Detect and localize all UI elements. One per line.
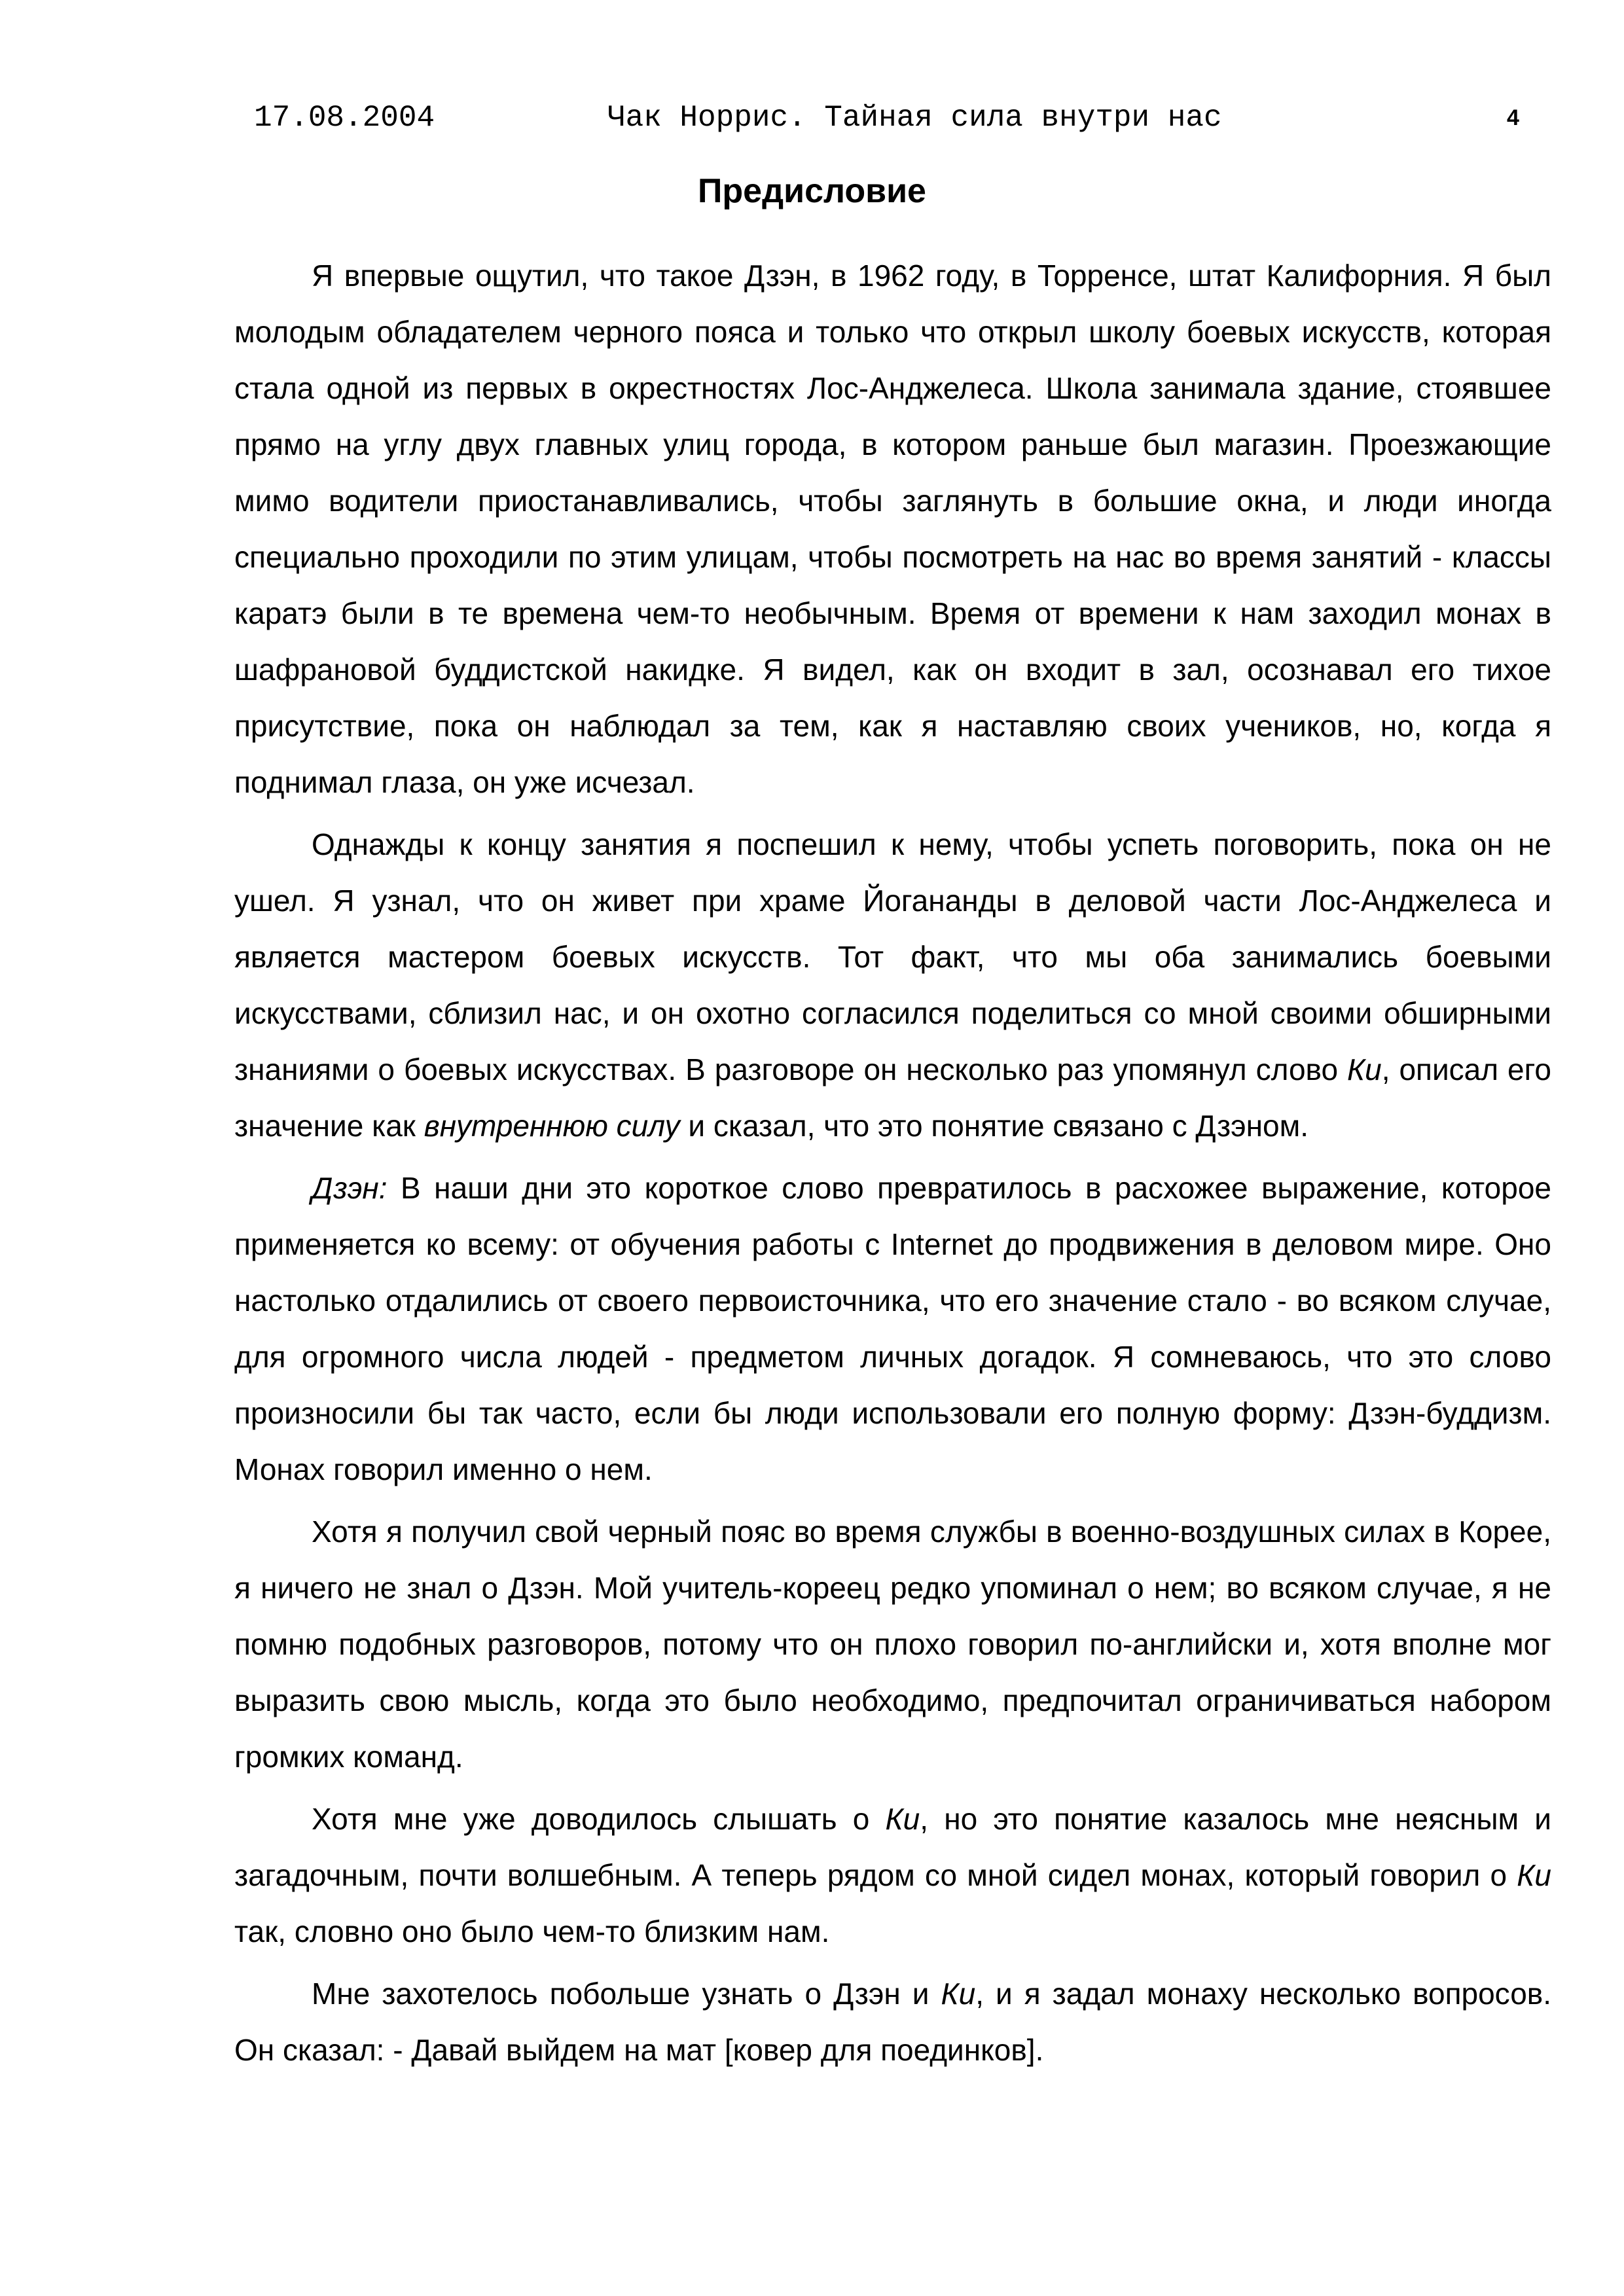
paragraph-text: так, словно оно было чем-то близким нам. xyxy=(234,1914,830,1948)
body-text xyxy=(234,247,1551,2084)
paragraph-text: , описал его значение как xyxy=(234,1052,1551,1143)
paragraph-4 xyxy=(234,1503,1551,1785)
paragraph-1 xyxy=(234,247,1551,810)
emphasis-zen: Дзэн: xyxy=(312,1171,388,1205)
chapter-title: Предисловие xyxy=(698,172,926,210)
emphasis-ki: Ки xyxy=(941,1977,976,2011)
paragraph-text: Хотя я получил свой черный пояс во время службы в военно-воздушных силах в Корее, я ничего не знал о Дзэн. Мой учитель-кореец редко упоминал о нем; во всяком случае, я не помню подобных разговоров, потому что он плохо говорил по-английски и, хотя вполне мог выразить свою мысль, когда это было необходимо, предпочитал ограничиваться набором громких команд. xyxy=(234,1515,1551,1774)
paragraph-text: Мне захотелось побольше узнать о Дзэн и xyxy=(312,1977,941,2011)
paragraph-text: и сказал, что это понятие связано с Дзэном. xyxy=(679,1109,1309,1143)
paragraph-text: Я впервые ощутил, что такое Дзэн, в 1962 году, в Торренсе, штат Калифорния. Я был молодым обладателем черного пояса и только что открыл школу боевых искусств, которая стала одной из первых в окрестностях Лос-Анджелеса. Школа занимала здание, стоявшее прямо на углу двух главных улиц города, в котором раньше был магазин. Проезжающие мимо водители приостанавливались, чтобы заглянуть в большие окна, и люди иногда специально проходили по этим улицам, чтобы посмотреть на нас во время занятий - классы каратэ были в те времена чем-то необычным. Время от времени к нам заходил монах в шафрановой буддистской накидке. Я видел, как он входит в зал, осознавал его тихое присутствие, пока он наблюдал за тем, как я наставляю своих учеников, но, когда я поднимал глаза, он уже исчезал. xyxy=(234,259,1551,799)
emphasis-ki: Ки xyxy=(885,1802,920,1836)
paragraph-text: , и я задал монаху несколько вопросов. Он сказал: - Давай выйдем на мат [ковер для поединков]. xyxy=(234,1977,1552,2067)
page-header xyxy=(0,98,1624,137)
page-number: 4 xyxy=(1507,105,1519,130)
header-date: 17.08.2004 xyxy=(254,101,435,135)
paragraph-text: Однажды к концу занятия я поспешил к нему, чтобы успеть поговорить, пока он не ушел. Я узнал, что он живет при храме Йогананды в деловой части Лос-Анджелеса и является мастером боевых искусств. Тот факт, что мы оба занимались боевыми искусствами, сблизил нас, и он охотно согласился поделиться со мной своими обширными знаниями о боевых искусствах. В разговоре он несколько раз упомянул слово xyxy=(234,827,1551,1086)
header-book-title: Чак Норрис. Тайная сила внутри нас xyxy=(607,101,1222,135)
emphasis-inner-force: внутреннюю силу xyxy=(424,1109,680,1143)
paragraph-2 xyxy=(234,816,1551,1154)
paragraph-text: , но это понятие казалось мне неясным и загадочным, почти волшебным. А теперь рядом со мной сидел монах, который говорил о xyxy=(234,1802,1551,1892)
paragraph-3 xyxy=(234,1160,1551,1498)
paragraph-6 xyxy=(234,1965,1551,2078)
paragraph-text: Хотя мне уже доводилось слышать о xyxy=(312,1802,886,1836)
emphasis-ki: Ки xyxy=(1347,1052,1382,1086)
emphasis-ki: Ки xyxy=(1517,1858,1551,1892)
paragraph-text: В наши дни это короткое слово превратилось в расхожее выражение, которое применяется ко всему: от обучения работы с Internet до продвижения в деловом мире. Оно настолько отдалились от своего первоисточника, что его значение стало - во всяком случае, для огромного числа людей - предметом личных догадок. Я сомневаюсь, что это слово произносили бы так часто, если бы люди использовали его полную форму: Дзэн-буддизм. Монах говорил именно о нем. xyxy=(234,1171,1551,1486)
paragraph-5 xyxy=(234,1791,1551,1960)
